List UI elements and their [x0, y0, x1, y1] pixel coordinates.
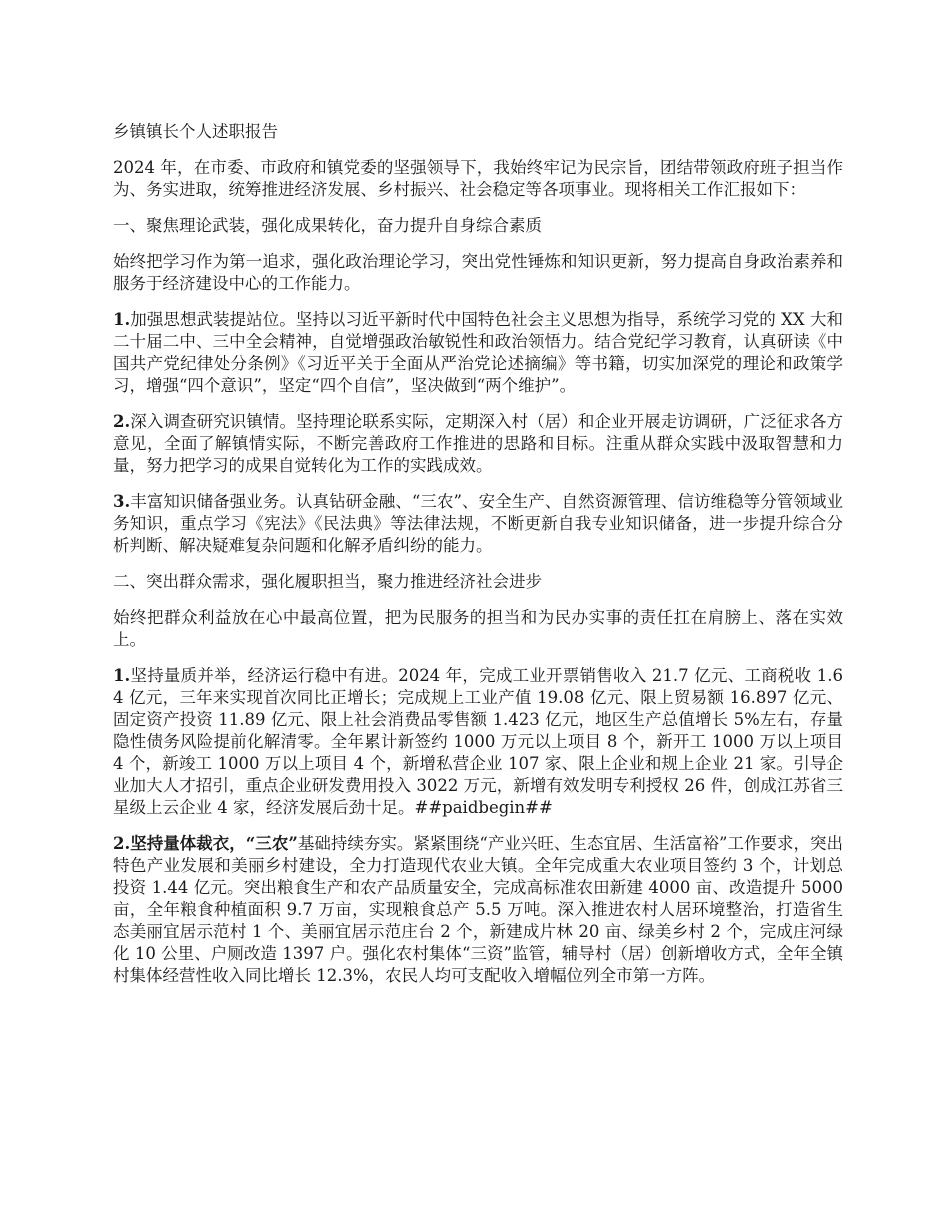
section-2-item-1 — [113, 665, 843, 819]
section-1-item-1 — [113, 309, 843, 397]
item-number: 2. — [113, 834, 131, 853]
item-number: 1. — [113, 666, 131, 685]
section-2-summary: 始终把群众利益放在心中最高位置，把为民服务的担当和为民办实事的责任扛在肩膀上、落在实效上。 — [113, 608, 843, 649]
item-lead: 坚持量体裁衣，“三农” — [130, 834, 298, 853]
section-1-summary: 始终把学习作为第一追求，强化政治理论学习，突出党性锤炼和知识更新，努力提高自身政治素养和服务于经济建设中心的工作能力。 — [113, 252, 843, 293]
item-text: 加强思想武装提站位。坚持以习近平新时代中国特色社会主义思想为指导，系统学习党的 XX 大和二十届二中、三中全会精神，自觉增强政治敏锐性和政治领悟力。结合党纪学习教育，认真研读《中国共产党纪律处分条例》《习近平关于全面从严治党论述摘编》等书籍，切实加深党的理论和政策学习，增强“四个意识”，坚定“四个自信”，坚决做到“两个维护”。 — [113, 310, 843, 395]
section-1-item-2 — [113, 411, 843, 477]
item-text: 坚持量质并举，经济运行稳中有进。2024 年，完成工业开票销售收入 21.7 亿元、工商税收 1.64 亿元，三年来实现首次同比正增长；完成规上工业产值 19.08 亿元、限上贸易额 16.897 亿元、固定资产投资 11.89 亿元、限上社会消费品零售额 1.423 亿元，地区生产总值增长 5%左右，存量隐性债务风险提前化解清零。全年累计新签约 1000 万元以上项目 8 个，新开工 1000 万以上项目 4 个，新竣工 1000 万以上项目 4 个，新增私营企业 107 家、限上企业和规上企业 21 家。引导企业加大人才招引，重点企业研发费用投入 3022 万元，新增有效发明专利授权 26 件，创成江苏省三星级上云企业 4 家，经济发展后劲十足。##paidbegin## — [113, 666, 843, 817]
section-1-heading: 一、聚焦理论武装，强化成果转化，奋力提升自身综合素质 — [113, 216, 542, 235]
intro-paragraph: 2024 年，在市委、市政府和镇党委的坚强领导下，我始终牢记为民宗旨，团结带领政府班子担当作为、务实进取，统筹推进经济发展、乡村振兴、社会稳定等各项事业。现将相关工作汇报如下： — [113, 158, 843, 199]
section-2-item-2 — [113, 833, 843, 987]
item-text: 丰富知识储备强业务。认真钻研金融、“三农”、安全生产、自然资源管理、信访维稳等分管领域业务知识，重点学习《宪法》《民法典》等法律法规，不断更新自我专业知识储备，进一步提升综合分析判断、解决疑难复杂问题和化解矛盾纠纷的能力。 — [113, 492, 843, 555]
item-text: 深入调查研究识镇情。坚持理论联系实际，定期深入村（居）和企业开展走访调研，广泛征求各方意见，全面了解镇情实际，不断完善政府工作推进的思路和目标。注重从群众实践中汲取智慧和力量，努力把学习的成果自觉转化为工作的实践成效。 — [113, 412, 843, 475]
section-2-heading: 二、突出群众需求，强化履职担当，聚力推进经济社会进步 — [113, 572, 542, 591]
section-1-item-3 — [113, 491, 843, 557]
item-number: 1. — [113, 310, 131, 329]
document-body — [113, 121, 843, 1001]
item-text: 基础持续夯实。紧紧围绕“产业兴旺、生态宜居、生活富裕”工作要求，突出特色产业发展和美丽乡村建设，全力打造现代农业大镇。全年完成重大农业项目签约 3 个，计划总投资 1.44 亿元。突出粮食生产和农产品质量安全，完成高标准农田新建 4000 亩、改造提升 5000 亩，全年粮食种植面积 9.7 万亩，实现粮食总产 5.5 万吨。深入推进农村人居环境整治，打造省生态美丽宜居示范村 1 个、美丽宜居示范庄台 2 个，新建成片林 20 亩、绿美乡村 2 个，完成庄河绿化 10 公里、户厕改造 1397 户。强化农村集体“三资”监管，辅导村（居）创新增收方式，全年全镇村集体经营性收入同比增长 12.3%，农民人均可支配收入增幅位列全市第一方阵。 — [113, 834, 844, 985]
item-number: 3. — [113, 492, 131, 511]
item-number: 2. — [113, 412, 131, 431]
document-title: 乡镇镇长个人述职报告 — [113, 122, 278, 141]
